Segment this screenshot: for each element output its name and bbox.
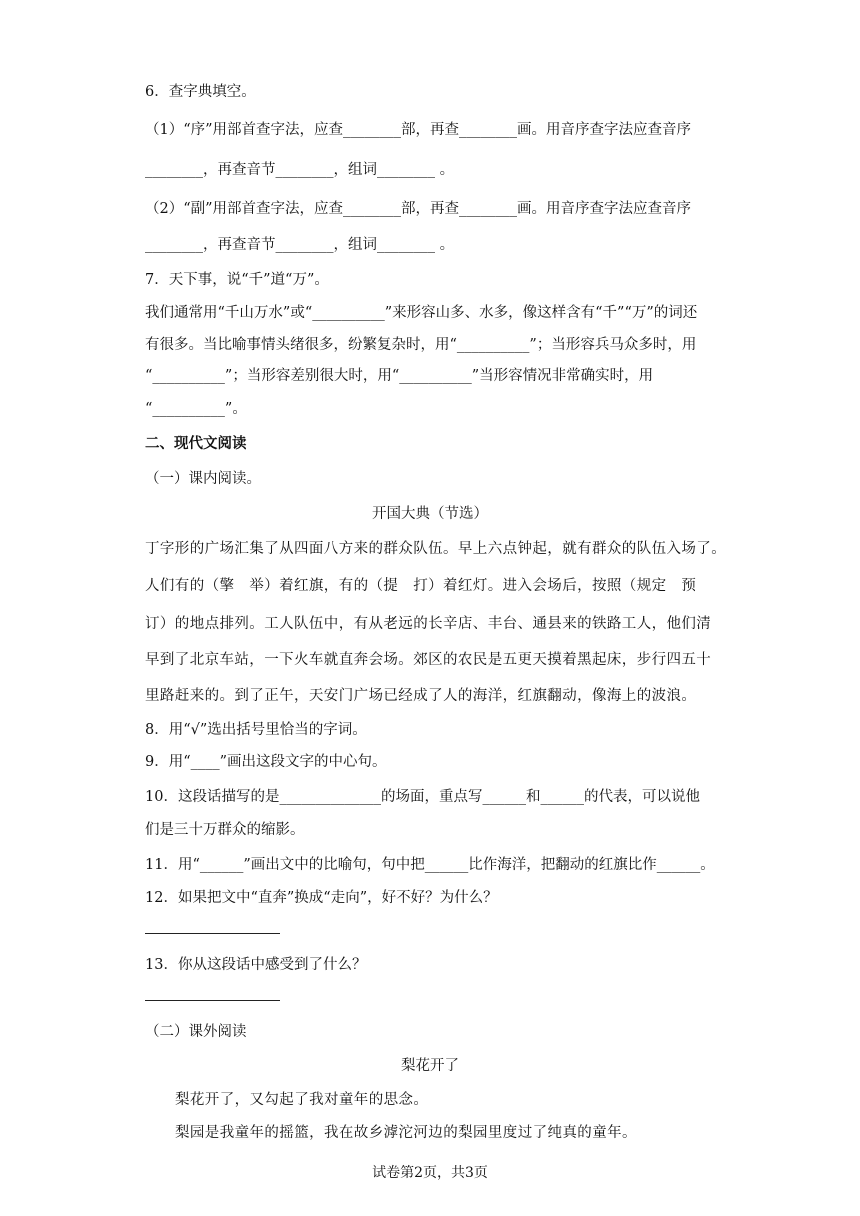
question-6-part1-line2: ________，再查音节________，组词________ 。 [145,162,455,178]
question-9: 9．用“____”画出这段文字的中心句。 [145,754,387,770]
question-13: 13．你从这段话中感受到了什么？ [145,957,367,973]
section-2-title: 二、现代文阅读 [145,435,247,452]
question-10-line2: 们是三十万群众的缩影。 [145,822,305,838]
question-6-part1-line1: （1）“序”用部首查字法，应查________部，再查________画。用音序查字法应查音序 [145,122,692,138]
question-10-line1: 10．这段话描写的是______________的场面，重点写______和______的代表，可以说他 [145,789,700,805]
page-footer: 试卷第2页，共3页 [372,1165,488,1181]
answer-line-12 [145,933,280,934]
question-6-part2-line2: ________，再查音节________，组词________ 。 [145,237,455,253]
question-7-line2: 有很多。当比喻事情头绪很多，纷繁复杂时，用“__________”；当形容兵马众多时，用 [145,337,697,353]
question-6-title: 6．查字典填空。 [145,84,256,100]
passage-1-title: 开国大典（节选） [372,506,488,522]
part-2-label: （二）课外阅读 [145,1024,247,1040]
question-7-line1: 我们通常用“千山万水”或“__________”来形容山多、水多，像这样含有“千”“万”的词还 [145,305,698,321]
question-7-title: 7．天下事，说“千”道“万”。 [145,272,329,288]
passage-1-line: 丁字形的广场汇集了从四面八方来的群众队伍。早上六点钟起，就有群众的队伍入场了。 [145,541,727,557]
question-6-part2-line1: （2）“副”用部首查字法，应查________部，再查________画。用音序查字法应查音序 [145,201,692,217]
answer-line-13 [145,1000,280,1001]
passage-1-line: 里路赶来的。到了正午，天安门广场已经成了人的海洋，红旗翻动，像海上的波浪。 [145,688,697,704]
question-8: 8．用“√”选出括号里恰当的字词。 [145,722,367,738]
question-7-line4: “__________”。 [145,401,247,417]
question-7-line3: “__________”；当形容差别很大时，用“__________”当形容情况非常确实时，用 [145,368,654,384]
part-1-label: （一）课内阅读。 [145,471,261,487]
passage-2-line: 梨花开了，又勾起了我对童年的思念。 [175,1092,429,1108]
question-11: 11．用“______”画出文中的比喻句，句中把______比作海洋，把翻动的红旗比作______。 [145,857,715,873]
passage-1-line: 订）的地点排列。工人队伍中，有从老远的长辛店、丰台、通县来的铁路工人，他们清 [145,616,712,632]
passage-1-line: 人们有的（擎 举）着红旗，有的（提 打）着红灯。进入会场后，按照（规定 预 [145,578,697,594]
passage-1-line: 早到了北京车站，一下火车就直奔会场。郊区的农民是五更天摸着黑起床，步行四五十 [145,652,712,668]
passage-2-line: 梨园是我童年的摇篮，我在故乡滹沱河边的梨园里度过了纯真的童年。 [175,1125,637,1141]
passage-2-title: 梨花开了 [401,1058,459,1074]
question-12: 12．如果把文中“直奔”换成“走向”，好不好？为什么？ [145,890,498,906]
